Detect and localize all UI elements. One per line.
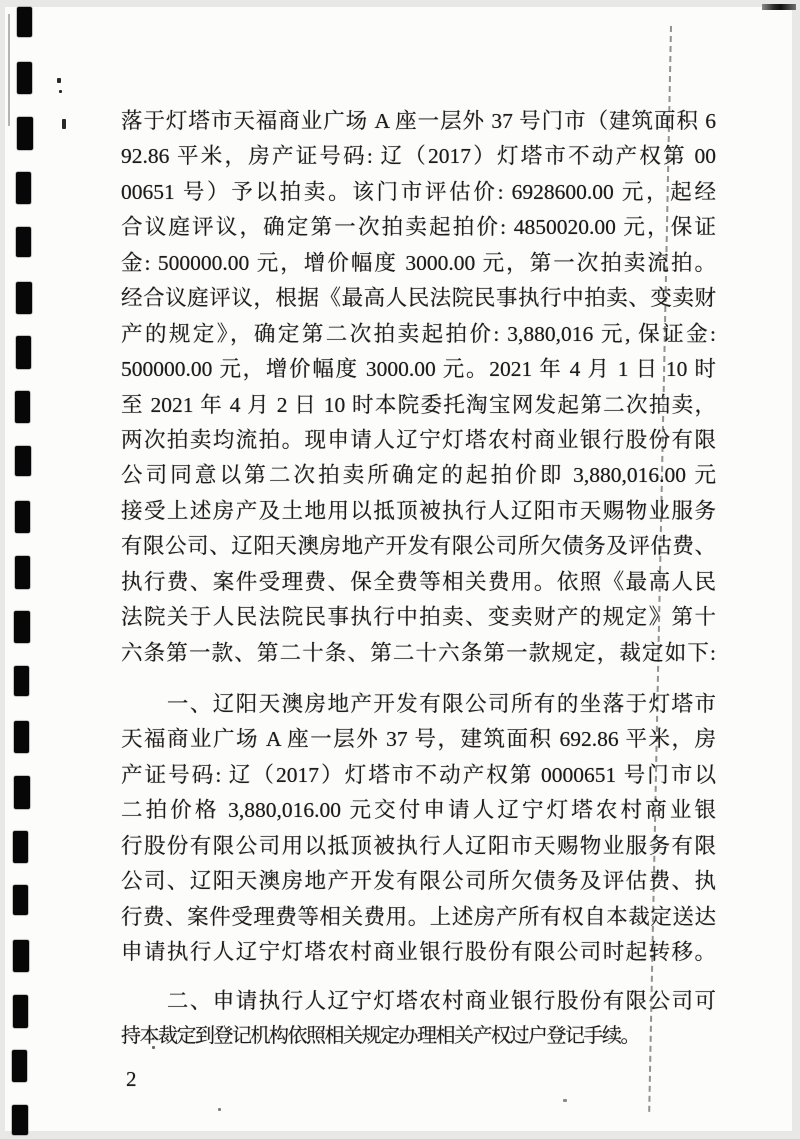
binding-hole (16, 282, 32, 314)
text-line: 公司同意以第二次拍卖所确定的起拍价即 3,880,016.00 元 (121, 463, 716, 488)
binding-holes (0, 0, 50, 1139)
binding-hole (14, 776, 30, 809)
scan-speck (62, 119, 66, 129)
binding-hole (12, 1105, 28, 1135)
binding-hole (14, 666, 29, 696)
binding-hole (14, 721, 29, 753)
text-line: 一、辽阳天澳房地产开发有限公司所有的坐落于灯塔市 (121, 692, 716, 716)
text-line: 产证号码: 辽（2017）灯塔市不动产权第 0000651 号门市以 (121, 762, 716, 787)
text-line: 500000.00 元，增价幅度 3000.00 元。2021 年 4 月 1 日 10 时 (121, 357, 716, 382)
paragraph-ruling-item-1 (121, 687, 716, 971)
text-line: 执行费、案件受理费、保全费等相关费用。依照《最高人民 (121, 569, 716, 594)
binding-hole (15, 556, 30, 589)
scan-edge-top (0, 0, 800, 7)
binding-hole (13, 995, 28, 1028)
binding-hole (17, 117, 33, 150)
binding-hole (17, 62, 32, 94)
scan-speck (563, 1099, 567, 1102)
scan-speck (57, 78, 61, 83)
binding-hole (15, 446, 31, 476)
scan-edge-right (792, 0, 800, 1139)
binding-hole (16, 227, 31, 257)
text-line: 法院关于人民法院民事执行中拍卖、变卖财产的规定》第十 (121, 605, 716, 630)
paragraph-continued (121, 104, 716, 671)
text-line: 00651 号）予以拍卖。该门市评估价: 6928600.00 元，起经 (121, 179, 716, 204)
paragraph-ruling-item-2 (121, 984, 716, 1055)
binding-hole (12, 1050, 27, 1082)
text-line: 行股份有限公司用以抵顶被执行人辽阳市天赐物业服务有限 (121, 833, 716, 858)
text-line: 行费、案件受理费等相关费用。上述房产所有权自本裁定送达 (121, 904, 716, 929)
text-line: 持本裁定到登记机构依照相关规定办理相关产权过户登记手续。 (121, 1024, 639, 1047)
text-line: 天福商业广场 A 座一层外 37 号，建筑面积 692.86 平米，房 (121, 727, 716, 752)
text-line: 落于灯塔市天福商业广场 A 座一层外 37 号门市（建筑面积 6 (121, 109, 716, 133)
text-line: 申请执行人辽宁灯塔农村商业银行股份有限公司时起转移。 (121, 940, 716, 965)
text-line: 二、申请执行人辽宁灯塔农村商业银行股份有限公司可 (121, 988, 716, 1013)
binding-hole (13, 831, 28, 863)
text-line: 金: 500000.00 元，增价幅度 3000.00 元，第一次拍卖流拍。 (121, 250, 716, 275)
text-line: 有限公司、辽阳天澳房地产开发有限公司所欠债务及评估费、 (121, 534, 716, 559)
binding-hole (13, 885, 28, 915)
text-line: 两次拍卖均流拍。现申请人辽宁灯塔农村商业银行股份有限 (121, 427, 716, 452)
text-line: 92.86 平米，房产证号码: 辽（2017）灯塔市不动产权第 00 (121, 144, 716, 169)
page-number: 2 (126, 1067, 137, 1091)
text-line: 经合议庭评议，根据《最高人民法院民事执行中拍卖、变卖财 (121, 286, 716, 311)
text-line: 公司、辽阳天澳房地产开发有限公司所欠债务及评估费、执 (121, 869, 716, 894)
binding-hole (13, 940, 29, 972)
binding-hole (17, 7, 32, 37)
binding-hole (16, 336, 31, 369)
text-line: 接受上述房产及土地用以抵顶被执行人辽阳市天赐物业服务 (121, 498, 716, 523)
scan-speck (59, 90, 62, 93)
scan-corner-mark (762, 4, 796, 10)
binding-hole (15, 391, 30, 423)
binding-hole (16, 172, 31, 204)
text-line: 二拍价格 3,880,016.00 元交付申请人辽宁灯塔农村商业银 (121, 798, 716, 823)
text-line: 六条第一款、第二十条、第二十六条第一款规定，裁定如下: (121, 640, 716, 665)
scan-speck (218, 1108, 221, 1111)
document-text (121, 104, 716, 1054)
text-line: 至 2021 年 4 月 2 日 10 时本院委托淘宝网发起第二次拍卖， (121, 392, 716, 417)
text-line: 产的规定》，确定第二次拍卖起拍价: 3,880,016 元, 保证金: (121, 321, 716, 346)
binding-hole (14, 611, 30, 643)
binding-hole (15, 501, 30, 533)
scan-edge-bottom (0, 1131, 800, 1139)
text-line: 合议庭评议，确定第一次拍卖起拍价: 4850020.00 元，保证 (121, 215, 716, 240)
